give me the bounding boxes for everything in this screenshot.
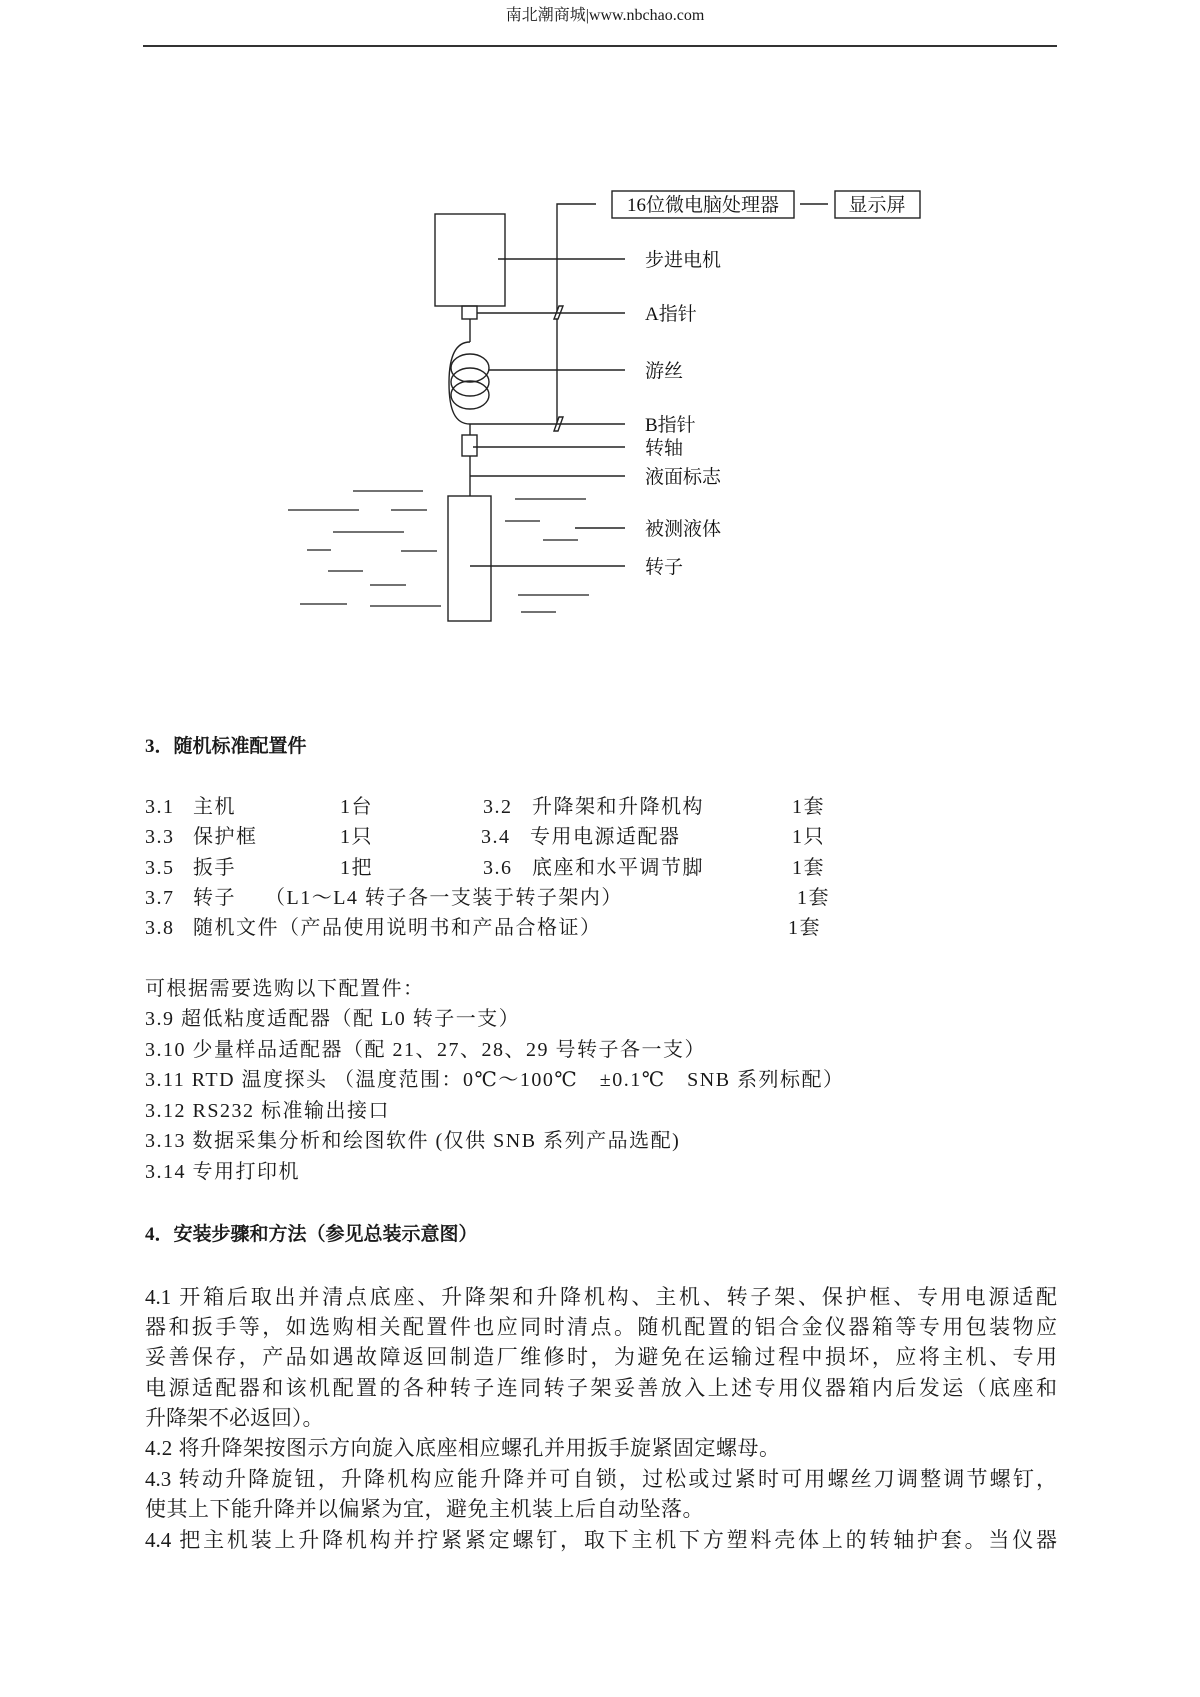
label-test-liquid: 被测液体: [645, 519, 722, 540]
paragraph-line: 器和扳手等，如选购相关配置件也应同时清点。随机配置的铝合金仪器箱等专用包装物应: [145, 1315, 1057, 1339]
paragraph-line: 升降架不必返回）。: [145, 1406, 324, 1430]
table-row: 3.1 主机 1台 3.2 升降架和升降机构 1套: [145, 796, 825, 818]
page-header-site: 南北潮商城|www.nbchao.com: [505, 7, 705, 24]
optional-item: 3.10 少量样品适配器（配 21、27、28、29 号转子各一支）: [145, 1039, 706, 1061]
label-pointer-a: A指针: [645, 304, 697, 325]
optional-item: 3.13 数据采集分析和绘图软件 (仅供 SNB 系列产品选配): [145, 1130, 681, 1152]
label-hairspring: 游丝: [645, 361, 684, 382]
signal-line: [557, 204, 596, 431]
paragraph-line: 使其上下能升降并以偏紧为宜，避免主机装上后自动坠落。: [145, 1497, 704, 1521]
paragraph-line: 电源适配器和该机配置的各种转子连同转子架妥善放入上述专用仪器箱内后发运（底座和: [145, 1376, 1057, 1400]
section-3-heading: 3．随机标准配置件: [145, 736, 307, 757]
pointer-a-box: [462, 306, 477, 319]
optional-intro: 可根据需要选购以下配置件：: [145, 978, 425, 1000]
label-liquid-level: 液面标志: [645, 467, 722, 488]
table-row: 3.7 转子 （L1～L4 转子各一支装于转子架内） 1套: [145, 887, 830, 909]
shaft-box: [462, 435, 477, 456]
section-4-heading: 4．安装步骤和方法（参见总装示意图）: [145, 1224, 478, 1245]
rotor-box: [448, 496, 491, 621]
optional-item: 3.11 RTD 温度探头 （温度范围：0℃～100℃ ±0.1℃ SNB 系列标配）: [145, 1069, 845, 1091]
table-row: 3.8 随机文件（产品使用说明书和产品合格证） 1套: [145, 917, 821, 939]
table-row: 3.3 保护框 1只 3.4 专用电源适配器 1只: [145, 826, 825, 848]
stepper-motor-box: [435, 214, 505, 306]
paragraph-line: 4.1 开箱后取出并清点底座、升降架和升降机构、主机、转子架、保护框、专用电源适配: [145, 1285, 1057, 1309]
optional-item: 3.9 超低粘度适配器（配 L0 转子一支）: [145, 1008, 521, 1030]
table-row: 3.5 扳手 1把 3.6 底座和水平调节脚 1套: [145, 857, 825, 879]
optional-item: 3.14 专用打印机: [145, 1161, 300, 1183]
viscometer-diagram: [0, 0, 1200, 640]
label-stepper-motor: 步进电机: [645, 250, 722, 271]
optional-item: 3.12 RS232 标准输出接口: [145, 1100, 390, 1122]
label-shaft: 转轴: [645, 438, 684, 459]
processor-label: 16位微电脑处理器: [626, 195, 780, 216]
display-label: 显示屏: [848, 195, 906, 216]
paragraph-line: 4.3 转动升降旋钮，升降机构应能升降并可自锁，过松或过紧时可用螺丝刀调整调节螺钉，: [145, 1467, 1057, 1491]
paragraph-line: 妥善保存，产品如遇故障返回制造厂维修时，为避免在运输过程中损坏，应将主机、专用: [145, 1345, 1057, 1369]
paragraph-line: 4.4 把主机装上升降机构并拧紧紧定螺钉，取下主机下方塑料壳体上的转轴护套。当仪器: [145, 1528, 1057, 1552]
paragraph-line: 4.2 将升降架按图示方向旋入底座相应螺孔并用扳手旋紧固定螺母。: [145, 1436, 781, 1460]
liquid-surface-lines: [288, 491, 589, 612]
label-rotor: 转子: [645, 557, 684, 578]
label-pointer-b: B指针: [645, 415, 696, 436]
hairspring-coil: [451, 381, 489, 409]
